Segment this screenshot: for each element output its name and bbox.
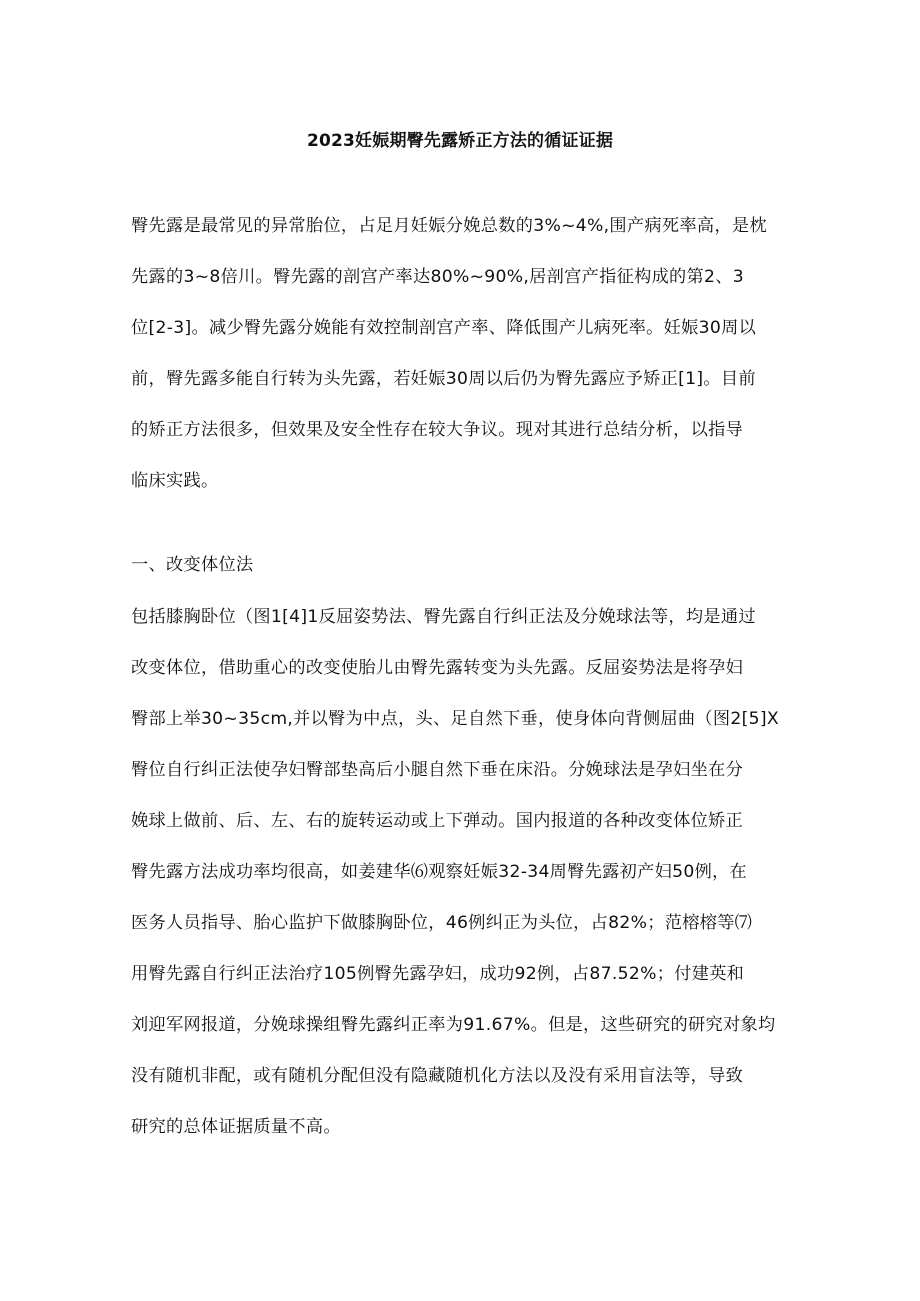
text-line: 刘迎军网报道，分娩球操组臀先露纠正率为91.67%。但是，这些研究的研究对象均 [131,1015,776,1035]
intro-paragraph [131,201,793,507]
text-line: 前，臀先露多能自行转为头先露，若妊娠30周以后仍为臀先露应予矫正[1]。目前 [131,369,756,389]
text-line: 臀部上举30~35cm,并以臀为中点，头、足自然下垂，使身体向背侧屈曲（图2[5]X [131,709,779,729]
text-line: 研究的总体证据质量不高。 [131,1117,341,1137]
text-line: 臀先露方法成功率均很高，如姜建华⑹观察妊娠32-34周臀先露初产妇50例，在 [131,862,748,882]
text-line: 没有随机非配，或有随机分配但没有隐藏随机化方法以及没有采用盲法等，导致 [131,1066,744,1086]
text-line: 医务人员指导、胎心监护下做膝胸卧位，46例纠正为头位，占82%；范榕榕等⑺ [131,913,753,933]
section-paragraph [131,592,793,1153]
text-line: 临床实践。 [131,471,219,491]
text-line: 娩球上做前、后、左、右的旋转运动或上下弹动。国内报道的各种改变体位矫正 [131,811,744,831]
text-line: 先露的3~8倍川。臀先露的剖宫产率达80%~90%,居剖宫产指征构成的第2、3 [131,267,744,287]
text-line: 用臀先露自行纠正法治疗105例臀先露孕妇，成功92例，占87.52%；付建英和 [131,964,745,984]
text-line: 改变体位，借助重心的改变使胎儿由臀先露转变为头先露。反屈姿势法是将孕妇 [131,658,744,678]
text-line: 的矫正方法很多，但效果及安全性存在较大争议。现对其进行总结分析，以指导 [131,420,744,440]
section-heading: 一、改变体位法 [131,555,254,575]
document-title: 2023妊娠期臀先露矫正方法的循证证据 [306,131,614,151]
text-line: 臀位自行纠正法使孕妇臀部垫高后小腿自然下垂在床沿。分娩球法是孕妇坐在分 [131,760,744,780]
text-line: 臀先露是最常见的异常胎位，占足月妊娠分娩总数的3%~4%,围产病死率高，是枕 [131,216,767,236]
text-line: 包括膝胸卧位（图1[4]1反屈姿势法、臀先露自行纠正法及分娩球法等，均是通过 [131,607,756,627]
text-line: 位[2-3]。减少臀先露分娩能有效控制剖宫产率、降低围产儿病死率。妊娠30周以 [131,318,757,338]
